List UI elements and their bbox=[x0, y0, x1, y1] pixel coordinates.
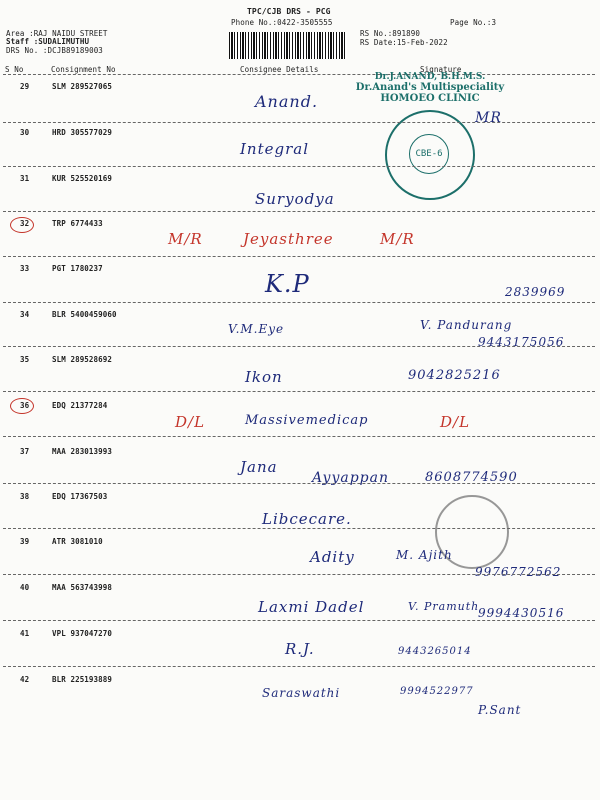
drs-number: DRS No. :DCJB89189003 bbox=[6, 46, 103, 55]
row-sno: 41 bbox=[20, 629, 30, 638]
col-header-consignment: Consignment No bbox=[51, 65, 116, 74]
col-header-sno: S No bbox=[5, 65, 24, 74]
round-seal bbox=[385, 110, 475, 200]
row-consignee: V.M.Eye bbox=[228, 322, 285, 336]
row-divider bbox=[3, 211, 595, 212]
row-divider bbox=[3, 302, 595, 303]
row-sno: 42 bbox=[20, 675, 30, 684]
row-consignee: Ikon bbox=[245, 368, 283, 386]
row-sno: 32 bbox=[20, 219, 30, 228]
row-consignment: MAA 563743998 bbox=[52, 583, 112, 592]
row-consignee: Libcecare. bbox=[262, 510, 352, 528]
row-sno: 33 bbox=[20, 264, 30, 273]
col-header-consignee: Consignee Details bbox=[240, 65, 319, 74]
row-sno: 36 bbox=[20, 401, 30, 410]
row-signature: V. Pandurang bbox=[420, 318, 513, 332]
row-consignee: Anand. bbox=[255, 92, 319, 111]
row-phone: 2839969 bbox=[505, 285, 566, 299]
row-sno: 31 bbox=[20, 174, 30, 183]
stamp-line3: HOMOEO CLINIC bbox=[380, 93, 480, 104]
page-number: Page No.:3 bbox=[450, 18, 497, 27]
col-header-signature: Signature bbox=[420, 65, 462, 74]
row-signature: P.Sant bbox=[478, 703, 522, 717]
row-divider bbox=[3, 483, 595, 484]
row-sno: 38 bbox=[20, 492, 30, 501]
row-divider bbox=[3, 436, 595, 437]
clinic-stamp bbox=[350, 72, 510, 104]
row-signature: Ayyappan bbox=[312, 470, 389, 486]
row-consignment: ATR 3081010 bbox=[52, 537, 103, 546]
document-title: TPC/CJB DRS - PCG bbox=[247, 7, 331, 16]
row-signature: M/R bbox=[380, 230, 415, 248]
row-signature: V. Pramuth bbox=[408, 600, 480, 613]
row-divider bbox=[3, 256, 595, 257]
row-consignee: Saraswathi bbox=[262, 686, 341, 700]
row-sno: 40 bbox=[20, 583, 30, 592]
area-label: Area :RAJ NAIDU STREET bbox=[6, 29, 108, 38]
row-consignee: K.P bbox=[265, 270, 310, 298]
row-divider bbox=[3, 391, 595, 392]
row-consignment: BLR 5400459060 bbox=[52, 310, 117, 319]
row-phone: 9443265014 bbox=[398, 646, 472, 657]
row-divider bbox=[3, 574, 595, 575]
row-consignment: HRD 305577029 bbox=[52, 128, 112, 137]
staff-label: Staff :SUDALIMUTHU bbox=[6, 37, 90, 46]
row-left-mark: D/L bbox=[175, 413, 206, 431]
row-phone: 8608774590 bbox=[425, 470, 518, 485]
row-phone: 9042825216 bbox=[408, 368, 501, 383]
row-consignee: R.J. bbox=[285, 640, 315, 658]
row-sno: 35 bbox=[20, 355, 30, 364]
row-consignment: MAA 283013993 bbox=[52, 447, 112, 456]
row-consignee: Integral bbox=[240, 140, 310, 158]
row-divider bbox=[3, 666, 595, 667]
row-consignment: PGT 1780237 bbox=[52, 264, 103, 273]
row-sno: 39 bbox=[20, 537, 30, 546]
row-consignee: Adity bbox=[310, 548, 355, 566]
row-phone: 9994522977 bbox=[400, 686, 474, 697]
row-sno: 29 bbox=[20, 82, 30, 91]
row-consignee: Jana bbox=[240, 458, 278, 476]
row-phone: 9976772562 bbox=[475, 565, 562, 579]
row-consignment: BLR 225193889 bbox=[52, 675, 112, 684]
stamp-line1: Dr.J.ANAND, B.H.M.S. bbox=[374, 72, 486, 82]
row-divider bbox=[3, 122, 595, 123]
row-consignment: EDQ 17367503 bbox=[52, 492, 108, 501]
stamp-line2: Dr.Anand's Multispeciality bbox=[355, 82, 505, 93]
row-phone: 9443175056 bbox=[478, 335, 565, 349]
row-divider bbox=[3, 166, 595, 167]
row-consignment: SLM 289527065 bbox=[52, 82, 112, 91]
row-consignment: EDQ 21377284 bbox=[52, 401, 108, 410]
row-consignee: Laxmi Dadel bbox=[258, 598, 365, 616]
row-sno: 34 bbox=[20, 310, 30, 319]
row-sno: 30 bbox=[20, 128, 30, 137]
rs-number: RS No.:891890 bbox=[360, 29, 420, 38]
phone-number: Phone No.:0422-3505555 bbox=[231, 18, 333, 27]
row-consignment: SLM 289528692 bbox=[52, 355, 112, 364]
row-signature: D/L bbox=[440, 413, 471, 431]
row-consignment: VPL 937047270 bbox=[52, 629, 112, 638]
row-consignment: TRP 6774433 bbox=[52, 219, 103, 228]
row-consignee: Massivemedicap bbox=[245, 413, 369, 428]
row-signature: M. Ajith bbox=[396, 548, 453, 562]
row-divider bbox=[3, 620, 595, 621]
seal-code: CBE-6 bbox=[409, 134, 449, 174]
row-left-mark: M/R bbox=[168, 230, 203, 248]
row-consignee: Jeyasthree bbox=[243, 230, 334, 248]
row-sno: 37 bbox=[20, 447, 30, 456]
row-consignee: Suryodya bbox=[255, 190, 335, 208]
rs-date: RS Date:15-Feb-2022 bbox=[360, 38, 448, 47]
row-phone: 9994430516 bbox=[478, 606, 565, 620]
barcode bbox=[229, 32, 347, 59]
row-divider bbox=[3, 346, 595, 347]
row-signature: MR bbox=[475, 110, 502, 126]
row-divider bbox=[3, 528, 595, 529]
row-consignment: KUR 525520169 bbox=[52, 174, 112, 183]
